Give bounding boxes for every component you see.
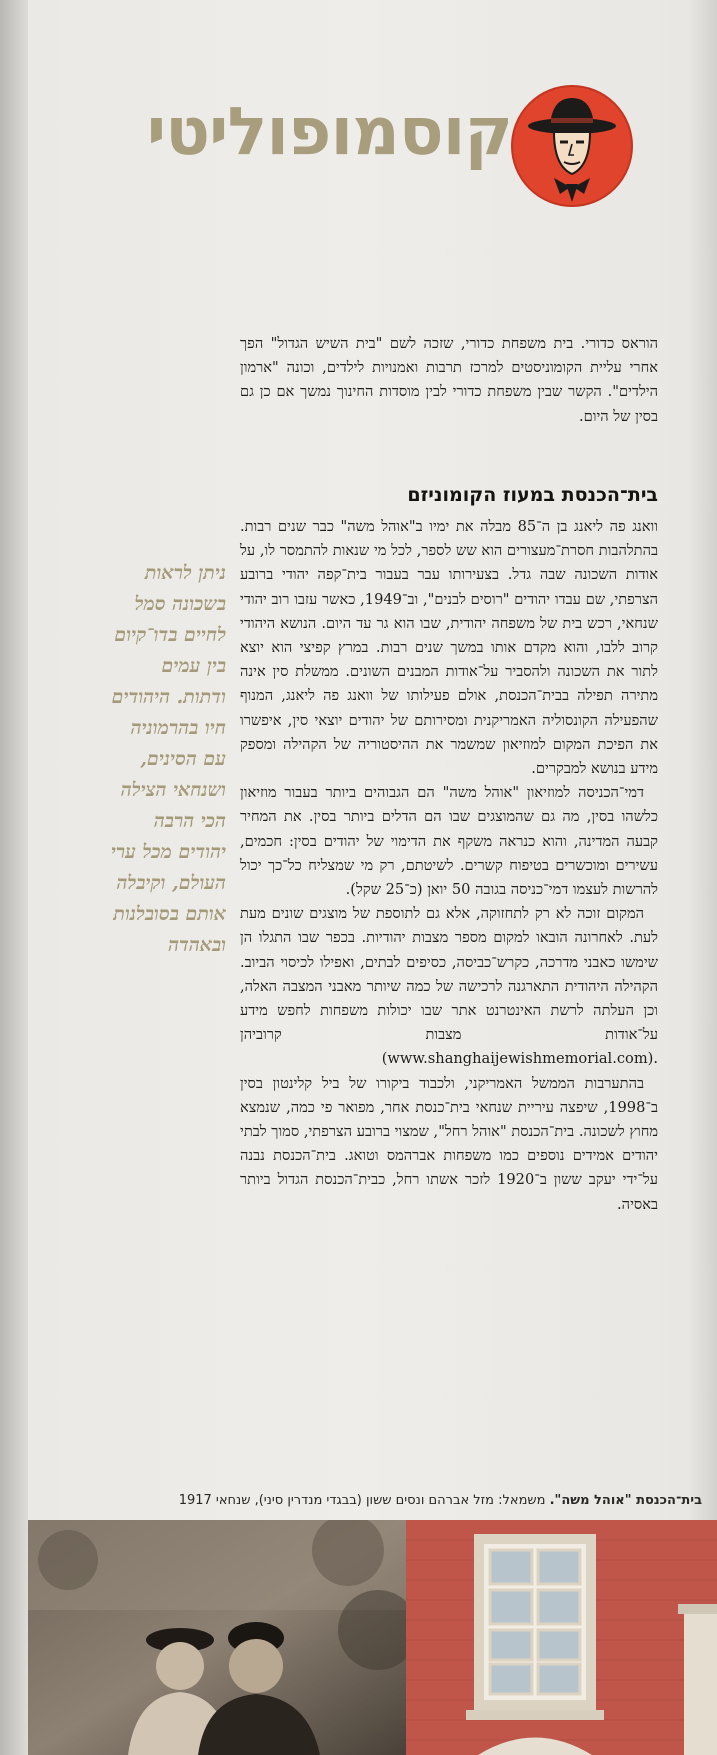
body-paragraph-3 (240, 902, 658, 1071)
photo-caption (30, 1492, 702, 1510)
body-paragraph-1: וואנג פה ליאנג בן ה־85 מבלה את ימיו ב"אוהל משה" כבר שנים רבות. בהתלהבות חסרת־מעצורים הוא שש לספר, לכל מי שנאות להתמסר לו, על אודות השכונה שבה גדל. בצעירותו עבר בעבור בית־קפה יהודי ברובע הצרפתי, שם עבדו יהודים "רוסים לבנים", וב־1949, כאשר עזבו רוב יהודי שנחאי, רכש בית של משפחה יהודית, שבו הוא גר עד היום. הנושא היהודי קרוב ללבו, והוא מקדם אותו במשך שנים רבות. במרץ קפיצי הוא יוצא לתור את השכונה ולהסביר על־אודות המבנים השונים. ממשלת סין אינה מתירה תפילה בבית־הכנסת, אולם פעילותו של וואנג פה ליאנג, המנוף שהפעילה הקונסוליה האמריקנית ומסירותם של יהודים יוצאי סין, איפשרו את הפיכת המקום למוזיאון שמשמר את ההיסטוריה של הקהילה ומספק מידע בנושא למבקרים. (240, 518, 658, 778)
page-fold-shadow (0, 0, 28, 1755)
body-paragraph-3-text: המקום זוכה לא רק לתחזוקה, אלא גם לתוספת של מוצגים שונים מעת לעת. לאחרונה הובאו למקום מספר מצבות יהודיות. בכפר שבו התגלו הן שימשו כאבני מדרכה, כקרש־כביסה, כסיפים לבתים, ואפילו לכיסוי הביוב. הקהילה היהודית התארגנה לרכישה של כמה שיותר מאבני המצבה האלה, וכן העלתה לרשת האינטרנט אתר שבו יכולות משפחות לחפש מידע על־אודות מצבות קרוביהן (240, 905, 658, 1044)
memorial-website-link: (www.shanghaijewishmemorial.com). (381, 1050, 658, 1068)
pull-quote: ניתן לראות בשכונה סמל לחיים בדו־קיום בין עמים ודתות. היהודים חיו בהרמוניה עם הסינים, ושנחאי הצילה הכי הרבה יהודים מכל ערי העולם, וקיבלה אותם בסובלנות ובאהדה (110, 562, 226, 956)
column-title: קוסמופוליטי (146, 93, 512, 170)
cowboy-face-icon (510, 84, 634, 208)
caption-bold: בית־הכנסת "אוהל משה". (549, 1493, 702, 1508)
body-paragraph-2: דמי־הכניסה למוזיאון "אוהל משה" הם הגבוהים ביותר בעבור מוזיאון כלשהו בסין, מה גם שהמוצגים שבו הם הדלים ביותר בסין. את המחיר קבעה המדינה, והוא כנראה משקף את הדימוי של יהודים בסין: חכמים, עשירים ומוכשרים בטיפוח קשרים. לשיטתם, רק מי שמצליח כל־כך יכול להרשות לעצמו דמי־כניסה בגובה 50 יואן (כ־25 שקל). (240, 784, 658, 899)
historic-portrait-photo (28, 1520, 406, 1755)
caption-text: משמאל: מזל אברהם ונסים ששון (בבגדי מנדרין סיני), שנחאי 1917 (178, 1493, 550, 1508)
section-heading: בית־הכנסת במעוז הקומוניזם (407, 484, 658, 506)
intro-text: הוראס כדורי. בית משפחת כדורי, שזכה לשם "בית השיש הגדול" הפך אחרי עליית הקומוניסטים למרכז תרבות ואמנויות לילדים, וכונה "ארמון הילדים". הקשר שבין משפחת כדורי לבין מוסדות החינוך נמשך אם כן גם בסין של היום. (240, 335, 658, 425)
synagogue-facade-photo (406, 1520, 717, 1755)
intro-paragraph (240, 332, 658, 429)
article-body (240, 515, 658, 1217)
body-paragraph-4: בהתערבות הממשל האמריקני, ולכבוד ביקורו של ביל קלינטון בסין ב־1998, שיפצה עיריית שנחאי בית־כנסת אחר, מפואר פי כמה, שנמצא מחוץ לשכונה. בית־הכנסת "אוהל רחל", שמצוי ברובע הצרפתי, סמוך לבתי יהודים אמידים נוספים כמו משפחות אברהמס וטואג. בית־הכנסת נבנה על־ידי יעקב ששון ב־1920 לזכר אשתו רחל, כבית־הכנסת הגדול ביותר באסיה. (240, 1074, 658, 1213)
